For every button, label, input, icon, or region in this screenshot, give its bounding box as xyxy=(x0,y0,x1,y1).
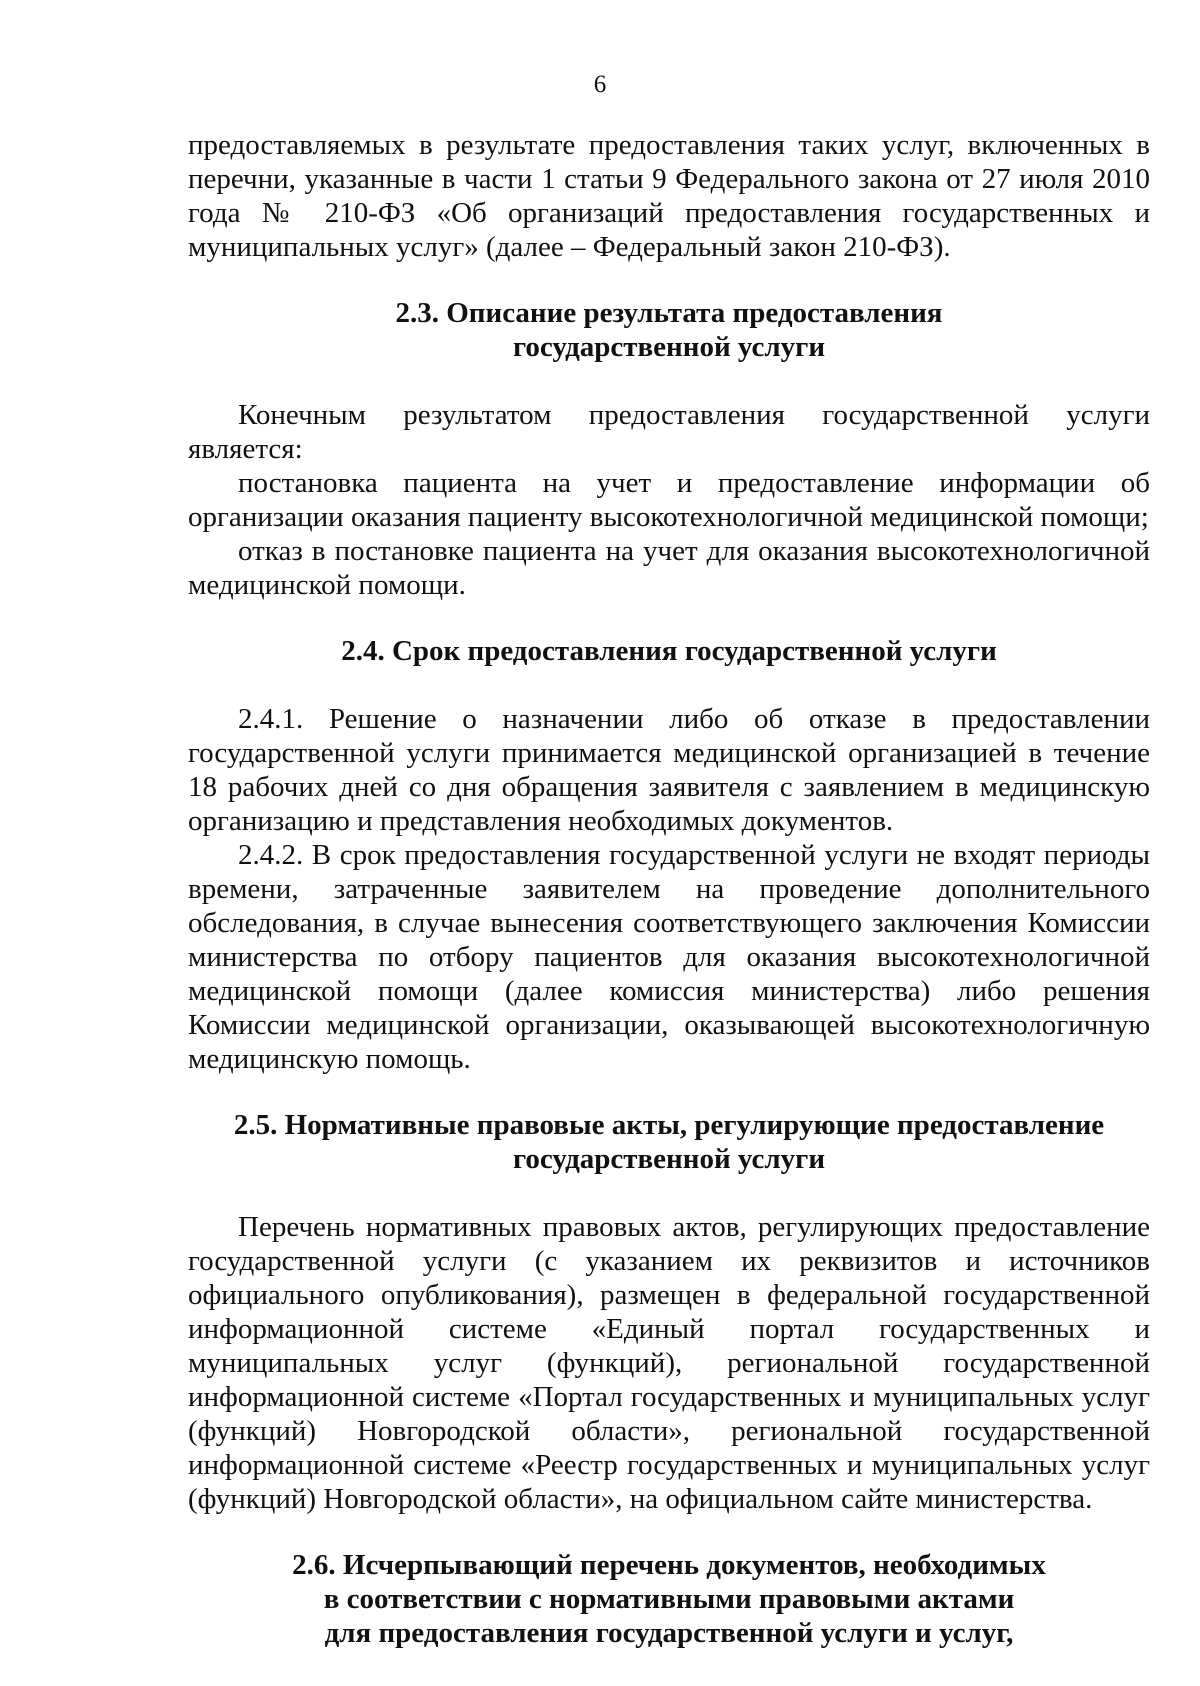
section-2-6-heading-line2: в соответствии с нормативными правовыми актами xyxy=(323,1583,1015,1615)
section-2-4-heading: 2.4. Срок предоставления государственной услуги xyxy=(341,635,997,667)
section-2-5-heading xyxy=(188,1108,1150,1176)
section-2-6-heading-line3: для предоставления государственной услуги и услуг, xyxy=(324,1617,1014,1649)
document-body xyxy=(188,128,1150,1650)
section-2-5-paragraph-1: Перечень нормативных правовых актов, регулирующих предоставление государственной услуги (с указанием их реквизитов и источников официального опубликования), размещен в федеральной государственной информационной системе «Единый портал государственных и муниципальных услуг (функций), региональной государственной информационной системе «Портал государственных и муниципальных услуг (функций) Новгородской области», региональной государственной информационной системе «Реестр государственных и муниципальных услуг (функций) Новгородской области», на официальном сайте министерства. xyxy=(188,1211,1150,1515)
section-2-3-heading xyxy=(188,296,1150,364)
section-2-5-heading-line1: 2.5. Нормативные правовые акты, регулирующие предоставление xyxy=(233,1109,1105,1141)
section-2-3-lead: Конечным результатом предоставления государственной услуги является: xyxy=(188,399,1150,465)
page-number: 6 xyxy=(593,71,607,98)
section-2-4-paragraph-2: 2.4.2. В срок предоставления государственной услуги не входят периоды времени, затраченные заявителем на проведение дополнительного обследования, в случае вынесения соответствующего заключения Комиссии министерства по отбору пациентов для оказания высокотехнологичной медицинской помощи (далее комиссия министерства) либо решения Комиссии медицинской организации, оказывающей высокотехнологичную медицинскую помощь. xyxy=(188,839,1150,1075)
section-2-3-item-2: отказ в постановке пациента на учет для оказания высокотехнологичной медицинской помощи. xyxy=(188,535,1150,601)
section-2-4-paragraph-1: 2.4.1. Решение о назначении либо об отказе в предоставлении государственной услуги принимается медицинской организацией в течение 18 рабочих дней со дня обращения заявителя с заявлением в медицинскую организацию и представления необходимых документов. xyxy=(188,703,1150,837)
section-2-6-heading-line1: 2.6. Исчерпывающий перечень документов, необходимых xyxy=(292,1549,1046,1581)
intro-paragraph: предоставляемых в результате предоставления таких услуг, включенных в перечни, указанные в части 1 статьи 9 Федерального закона от 27 июля 2010 года № 210-ФЗ «Об организаций предоставления государственных и муниципальных услуг» (далее – Федеральный закон 210-ФЗ). xyxy=(188,129,1150,263)
section-2-6-heading xyxy=(188,1548,1150,1650)
section-2-3-item-1: постановка пациента на учет и предоставление информации об организации оказания пациенту высокотехнологичной медицинской помощи; xyxy=(188,467,1150,533)
section-2-3-heading-line2: государственной услуги xyxy=(512,331,826,363)
section-2-5-heading-line2: государственной услуги xyxy=(512,1143,826,1175)
section-2-3-heading-line1: 2.3. Описание результата предоставления xyxy=(395,297,943,329)
